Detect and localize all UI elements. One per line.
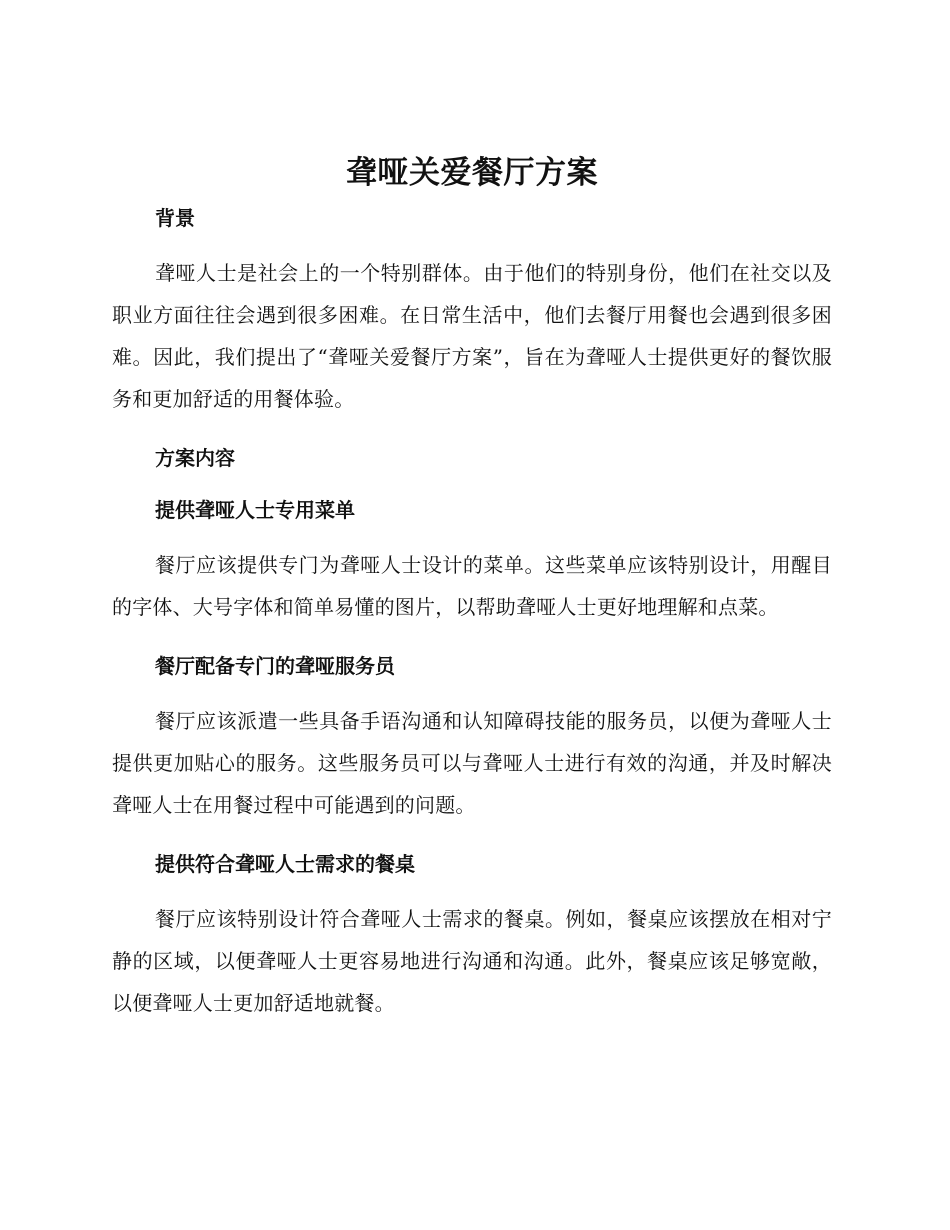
section-paragraph-suitable-tables: 餐厅应该特别设计符合聋哑人士需求的餐桌。例如，餐桌应该摆放在相对宁静的区域，以便聋哑人士更容易地进行沟通和沟通。此外，餐桌应该足够宽敞，以便聋哑人士更加舒适地就餐。 <box>112 907 832 1015</box>
section-heading-suitable-tables: 提供符合聋哑人士需求的餐桌 <box>155 852 415 876</box>
section-paragraph-background: 聋哑人士是社会上的一个特别群体。由于他们的特别身份，他们在社交以及职业方面往往会遇到很多困难。在日常生活中，他们去餐厅用餐也会遇到很多困难。因此，我们提出了“聋哑关爱餐厅方案”，旨在为聋哑人士提供更好的餐饮服务和更加舒适的用餐体验。 <box>112 261 832 411</box>
section-heading-dedicated-staff: 餐厅配备专门的聋哑服务员 <box>155 654 395 678</box>
document-title: 聋哑关爱餐厅方案 <box>346 155 598 191</box>
section-paragraph-dedicated-staff: 餐厅应该派遣一些具备手语沟通和认知障碍技能的服务员，以便为聋哑人士提供更加贴心的服务。这些服务员可以与聋哑人士进行有效的沟通，并及时解决聋哑人士在用餐过程中可能遇到的问题。 <box>112 709 832 817</box>
section-paragraph-special-menu: 餐厅应该提供专门为聋哑人士设计的菜单。这些菜单应该特别设计，用醒目的字体、大号字体和简单易懂的图片，以帮助聋哑人士更好地理解和点菜。 <box>112 553 832 619</box>
section-heading-plan-content: 方案内容 <box>155 446 235 470</box>
section-heading-special-menu: 提供聋哑人士专用菜单 <box>155 498 355 522</box>
document-body <box>112 148 832 1024</box>
section-heading-background: 背景 <box>155 206 195 230</box>
